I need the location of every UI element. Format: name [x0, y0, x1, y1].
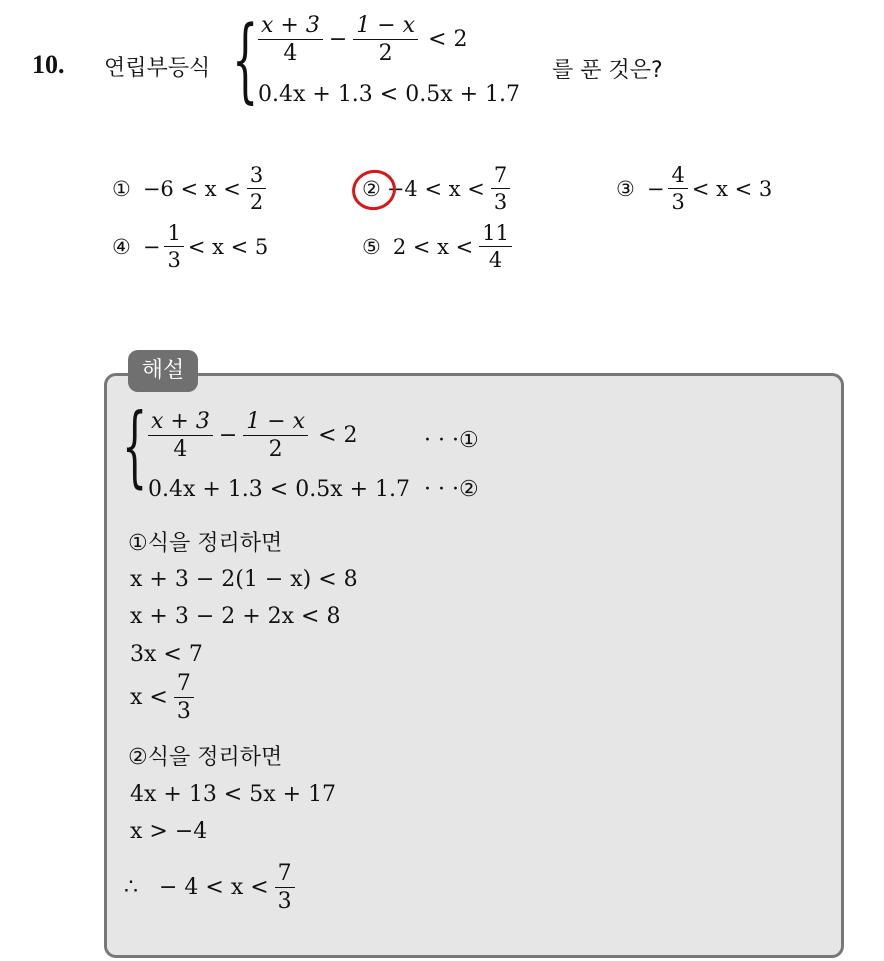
system-equation-2: 0.4x + 1.3 < 0.5x + 1.7 [258, 82, 521, 107]
question-prompt-suffix: 를 푼 것은? [552, 58, 663, 83]
system-brace: { [232, 6, 259, 113]
choice-5[interactable]: ⑤ 2 < x < $\frac{11}{4}$ [362, 222, 512, 271]
step1-line-3: 3x < 7 [130, 642, 203, 667]
step1-line-2: x + 3 − 2 + 2x < 8 [130, 604, 341, 629]
step2-label: ②식을 정리하면 [128, 745, 283, 770]
step2-line-2: x > −4 [130, 819, 208, 844]
system-equation-1: $\frac{x + 3}{4}$ − $\frac{1 - x}{2}$ < 2 [258, 14, 468, 65]
question-prompt-prefix: 연립부등식 [104, 56, 211, 81]
step1-label: ①식을 정리하면 [128, 531, 283, 556]
choice-2[interactable]: ② −4 < x < $\frac{7}{3}$ [362, 164, 510, 213]
solution-ref-2: · · ·② [424, 477, 479, 502]
step1-line-4: x < $\frac{7}{3}$ [130, 672, 194, 723]
step1-line-1: x + 3 − 2(1 − x) < 8 [130, 567, 358, 592]
eq1-fraction-2: $\frac{1 - x}{2}$ [353, 14, 418, 65]
solution-ref-1: · · ·① [424, 428, 479, 453]
step2-line-1: 4x + 13 < 5x + 17 [130, 782, 337, 807]
choice-3[interactable]: ③ − $\frac{4}{3}$ < x < 3 [616, 163, 773, 215]
solution-system-eq1: $\frac{x + 3}{4}$ − $\frac{1 - x}{2}$ < 2 [148, 410, 358, 461]
solution-system-eq2: 0.4x + 1.3 < 0.5x + 1.7 [148, 477, 411, 502]
solution-system-brace: { [122, 394, 148, 497]
question-number: 10. [32, 50, 65, 79]
solution-tag: 해설 [128, 350, 198, 392]
choice-1[interactable]: ① −6 < x < $\frac{3}{2}$ [112, 164, 266, 213]
final-answer: ∴ − 4 < x < $\frac{7}{3}$ [124, 862, 295, 913]
choice-4[interactable]: ④ − $\frac{1}{3}$ < x < 5 [112, 221, 269, 273]
eq1-fraction-1: $\frac{x + 3}{4}$ [258, 14, 323, 65]
